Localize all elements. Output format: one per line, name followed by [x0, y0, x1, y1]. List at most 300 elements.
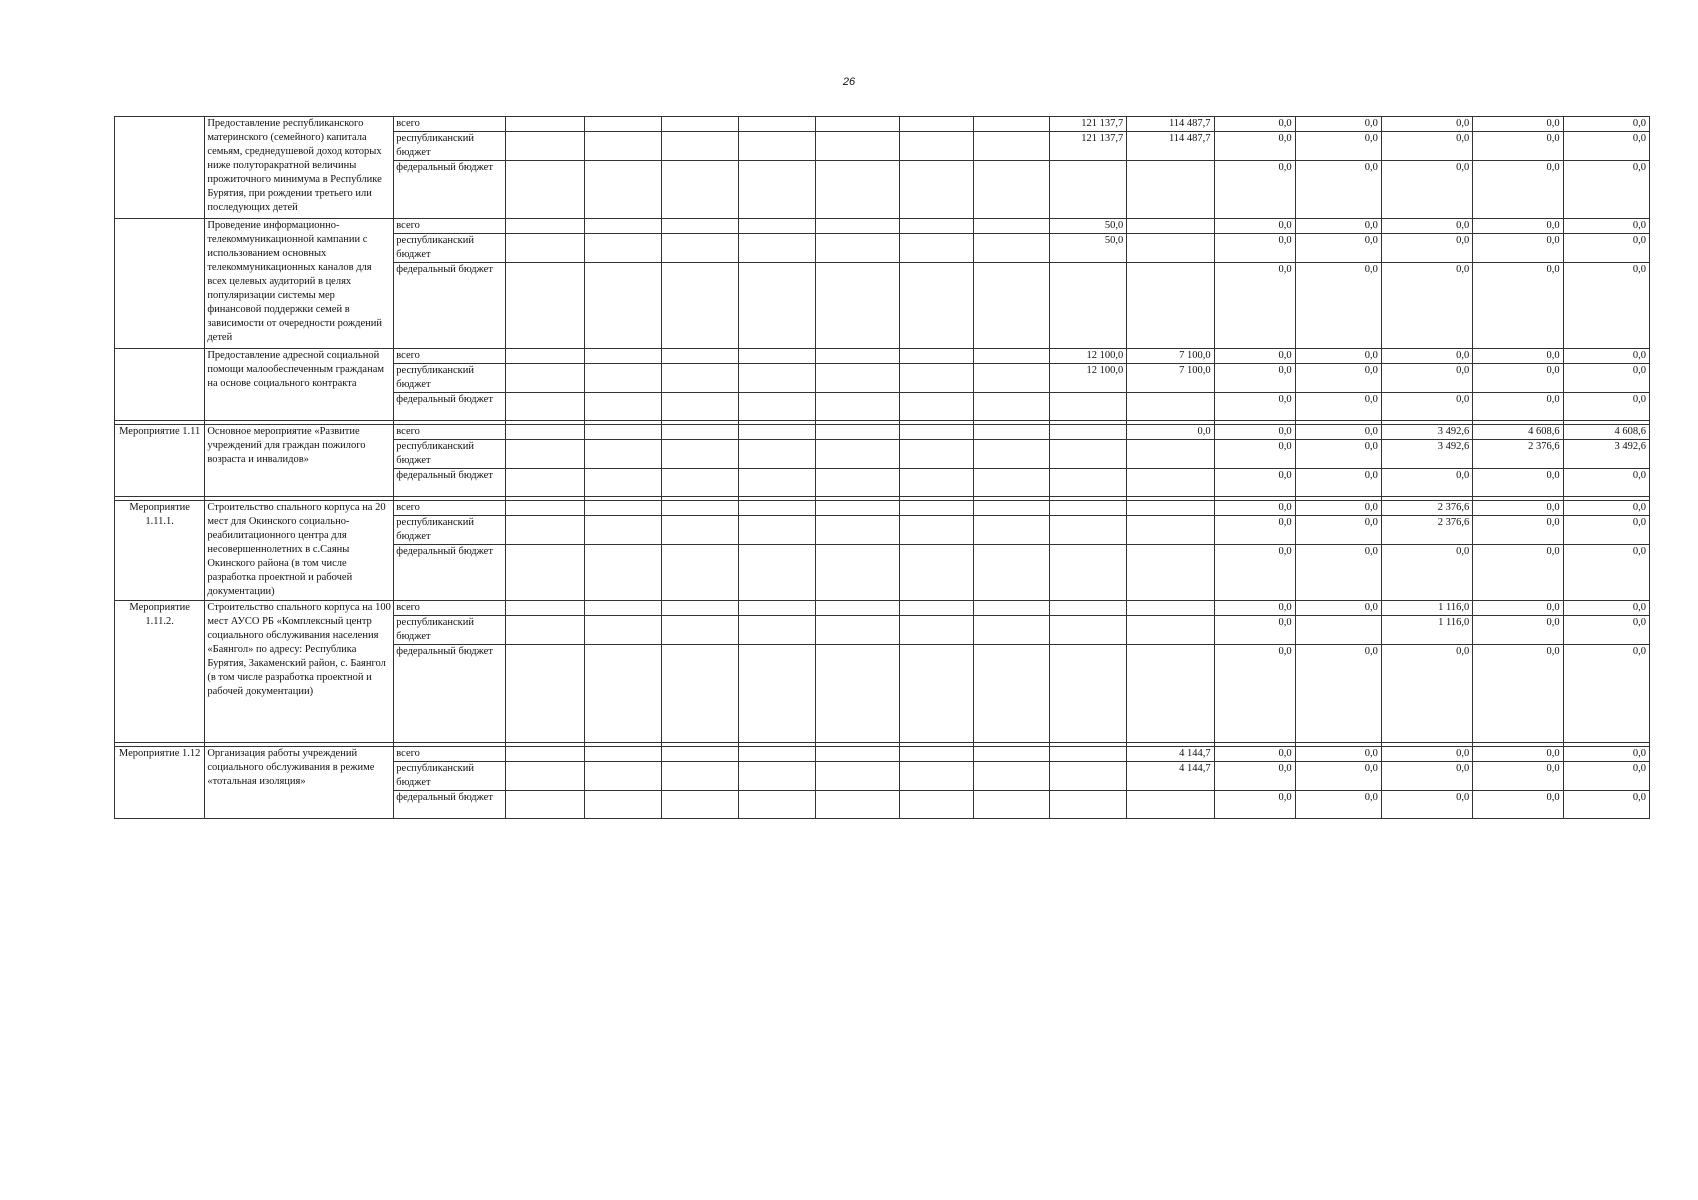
table-row	[115, 219, 1650, 234]
value-cell	[506, 601, 585, 616]
table-row	[115, 747, 1650, 762]
funding-source: республиканский бюджет	[394, 616, 506, 645]
value-cell	[506, 234, 585, 263]
value-cell: 114 487,7	[1127, 117, 1214, 132]
value-cell	[816, 263, 900, 349]
value-cell: 0,0	[1381, 469, 1472, 497]
value-cell: 0,0	[1473, 219, 1563, 234]
value-cell: 0,0	[1473, 791, 1563, 819]
funding-source: федеральный бюджет	[394, 469, 506, 497]
value-cell	[662, 469, 739, 497]
value-cell: 0,0	[1563, 349, 1649, 364]
value-cell: 0,0	[1214, 762, 1295, 791]
value-cell	[974, 645, 1050, 743]
funding-source: всего	[394, 501, 506, 516]
funding-source: республиканский бюджет	[394, 440, 506, 469]
value-cell	[900, 425, 974, 440]
value-cell: 0,0	[1563, 263, 1649, 349]
value-cell	[900, 132, 974, 161]
value-cell	[816, 234, 900, 263]
value-cell: 2 376,6	[1381, 501, 1472, 516]
value-cell	[1127, 516, 1214, 545]
value-cell	[739, 440, 816, 469]
value-cell: 0,0	[1295, 234, 1381, 263]
value-cell	[585, 161, 662, 219]
value-cell	[1050, 762, 1127, 791]
value-cell	[739, 469, 816, 497]
value-cell	[739, 393, 816, 421]
value-cell	[974, 516, 1050, 545]
value-cell	[1050, 791, 1127, 819]
value-cell	[506, 132, 585, 161]
value-cell	[739, 616, 816, 645]
value-cell: 0,0	[1295, 219, 1381, 234]
value-cell	[662, 747, 739, 762]
value-cell	[816, 219, 900, 234]
value-cell	[585, 645, 662, 743]
funding-source: всего	[394, 601, 506, 616]
value-cell	[506, 117, 585, 132]
value-cell	[506, 545, 585, 601]
value-cell	[816, 501, 900, 516]
value-cell	[739, 425, 816, 440]
value-cell: 0,0	[1563, 516, 1649, 545]
table-body	[115, 117, 1650, 819]
funding-source: федеральный бюджет	[394, 393, 506, 421]
value-cell	[662, 393, 739, 421]
value-cell: 0,0	[1381, 234, 1472, 263]
value-cell: 7 100,0	[1127, 364, 1214, 393]
value-cell	[974, 161, 1050, 219]
value-cell	[1050, 501, 1127, 516]
value-cell	[1050, 516, 1127, 545]
measure-code: Мероприятие 1.11.2.	[115, 601, 205, 743]
value-cell	[900, 747, 974, 762]
value-cell	[585, 132, 662, 161]
value-cell: 0,0	[1563, 469, 1649, 497]
value-cell	[1050, 645, 1127, 743]
value-cell	[816, 132, 900, 161]
value-cell	[739, 364, 816, 393]
value-cell: 0,0	[1381, 393, 1472, 421]
value-cell	[662, 219, 739, 234]
value-cell: 0,0	[1214, 469, 1295, 497]
value-cell	[585, 545, 662, 601]
value-cell: 0,0	[1214, 393, 1295, 421]
value-cell: 0,0	[1473, 393, 1563, 421]
value-cell	[900, 234, 974, 263]
value-cell: 0,0	[1295, 516, 1381, 545]
value-cell: 0,0	[1295, 393, 1381, 421]
value-cell	[974, 440, 1050, 469]
value-cell	[585, 616, 662, 645]
value-cell	[974, 364, 1050, 393]
value-cell	[739, 263, 816, 349]
value-cell: 0,0	[1214, 791, 1295, 819]
value-cell: 0,0	[1563, 747, 1649, 762]
value-cell: 0,0	[1214, 364, 1295, 393]
value-cell	[506, 516, 585, 545]
value-cell	[974, 349, 1050, 364]
budget-table	[114, 116, 1650, 819]
value-cell	[662, 791, 739, 819]
value-cell	[585, 234, 662, 263]
value-cell: 0,0	[1563, 616, 1649, 645]
value-cell	[900, 516, 974, 545]
value-cell	[1050, 393, 1127, 421]
value-cell: 0,0	[1563, 161, 1649, 219]
value-cell	[1295, 616, 1381, 645]
value-cell	[816, 425, 900, 440]
value-cell: 0,0	[1381, 161, 1472, 219]
value-cell	[739, 645, 816, 743]
value-cell: 0,0	[1295, 762, 1381, 791]
value-cell	[506, 501, 585, 516]
value-cell: 0,0	[1295, 791, 1381, 819]
measure-name: Основное мероприятие «Развитие учреждений для граждан пожилого возраста и инвалидов»	[205, 425, 394, 497]
value-cell: 0,0	[1127, 425, 1214, 440]
value-cell: 0,0	[1563, 132, 1649, 161]
value-cell	[585, 469, 662, 497]
value-cell	[1127, 645, 1214, 743]
value-cell	[662, 132, 739, 161]
value-cell: 0,0	[1381, 349, 1472, 364]
value-cell	[974, 616, 1050, 645]
value-cell	[662, 161, 739, 219]
value-cell: 0,0	[1381, 645, 1472, 743]
value-cell	[974, 425, 1050, 440]
value-cell	[900, 117, 974, 132]
value-cell: 0,0	[1295, 349, 1381, 364]
funding-source: всего	[394, 219, 506, 234]
measure-code	[115, 349, 205, 421]
value-cell	[739, 501, 816, 516]
value-cell	[1127, 601, 1214, 616]
value-cell: 0,0	[1473, 364, 1563, 393]
value-cell	[739, 219, 816, 234]
value-cell: 0,0	[1473, 117, 1563, 132]
value-cell	[816, 349, 900, 364]
value-cell: 2 376,6	[1381, 516, 1472, 545]
value-cell	[900, 219, 974, 234]
value-cell: 0,0	[1473, 601, 1563, 616]
table-row	[115, 117, 1650, 132]
value-cell	[900, 762, 974, 791]
value-cell: 0,0	[1563, 219, 1649, 234]
value-cell	[585, 791, 662, 819]
value-cell: 2 376,6	[1473, 440, 1563, 469]
value-cell	[585, 601, 662, 616]
value-cell: 0,0	[1563, 234, 1649, 263]
value-cell	[662, 545, 739, 601]
table-row	[115, 501, 1650, 516]
value-cell	[900, 469, 974, 497]
value-cell	[585, 516, 662, 545]
value-cell	[662, 349, 739, 364]
value-cell: 0,0	[1381, 263, 1472, 349]
page-number: 26	[842, 76, 856, 88]
value-cell	[739, 601, 816, 616]
value-cell: 0,0	[1563, 645, 1649, 743]
value-cell: 0,0	[1381, 762, 1472, 791]
value-cell	[900, 645, 974, 743]
value-cell: 0,0	[1381, 791, 1472, 819]
value-cell	[1127, 440, 1214, 469]
value-cell: 3 492,6	[1381, 440, 1472, 469]
value-cell: 1 116,0	[1381, 616, 1472, 645]
value-cell: 50,0	[1050, 219, 1127, 234]
value-cell	[1050, 469, 1127, 497]
value-cell	[585, 117, 662, 132]
measure-name: Предоставление адресной социальной помощи малообеспеченным гражданам на основе социального контракта	[205, 349, 394, 421]
value-cell: 0,0	[1295, 501, 1381, 516]
value-cell	[1127, 616, 1214, 645]
value-cell	[585, 440, 662, 469]
value-cell: 0,0	[1295, 263, 1381, 349]
value-cell	[506, 393, 585, 421]
value-cell: 0,0	[1295, 132, 1381, 161]
value-cell	[974, 234, 1050, 263]
measure-code	[115, 117, 205, 219]
value-cell: 0,0	[1381, 747, 1472, 762]
value-cell: 0,0	[1473, 616, 1563, 645]
table-row	[115, 349, 1650, 364]
value-cell	[662, 601, 739, 616]
funding-source: федеральный бюджет	[394, 161, 506, 219]
value-cell	[506, 364, 585, 393]
funding-source: федеральный бюджет	[394, 791, 506, 819]
value-cell: 1 116,0	[1381, 601, 1472, 616]
value-cell: 4 608,6	[1473, 425, 1563, 440]
value-cell	[1050, 440, 1127, 469]
value-cell	[506, 616, 585, 645]
measure-name: Строительство спального корпуса на 20 мест для Окинского социально-реабилитационного центра для несовершеннолетних в с.Саяны Окинского района (в том числе разработка проектной и рабочей документации)	[205, 501, 394, 601]
measure-name: Строительство спального корпуса на 100 мест АУСО РБ «Комплексный центр социального обслуживания населения «Баянгол» по адресу: Республика Бурятия, Закаменский район, с. Баянгол (в том числе разработка проектной и рабочей документации)	[205, 601, 394, 743]
value-cell	[662, 263, 739, 349]
value-cell	[585, 263, 662, 349]
value-cell: 0,0	[1563, 393, 1649, 421]
value-cell	[506, 440, 585, 469]
value-cell	[816, 117, 900, 132]
value-cell	[816, 469, 900, 497]
value-cell: 0,0	[1214, 117, 1295, 132]
value-cell: 0,0	[1214, 349, 1295, 364]
value-cell	[816, 791, 900, 819]
value-cell: 0,0	[1381, 364, 1472, 393]
value-cell	[974, 469, 1050, 497]
value-cell	[974, 762, 1050, 791]
value-cell: 0,0	[1295, 601, 1381, 616]
value-cell	[974, 791, 1050, 819]
value-cell: 0,0	[1214, 263, 1295, 349]
value-cell	[816, 516, 900, 545]
value-cell	[1050, 161, 1127, 219]
value-cell: 0,0	[1295, 440, 1381, 469]
value-cell: 0,0	[1563, 601, 1649, 616]
value-cell: 0,0	[1381, 545, 1472, 601]
value-cell	[506, 349, 585, 364]
value-cell: 0,0	[1563, 762, 1649, 791]
value-cell: 0,0	[1473, 516, 1563, 545]
funding-source: федеральный бюджет	[394, 645, 506, 743]
value-cell: 0,0	[1563, 545, 1649, 601]
value-cell	[506, 469, 585, 497]
value-cell	[974, 393, 1050, 421]
value-cell	[662, 762, 739, 791]
funding-source: республиканский бюджет	[394, 516, 506, 545]
funding-source: всего	[394, 425, 506, 440]
value-cell: 0,0	[1473, 545, 1563, 601]
value-cell: 0,0	[1473, 234, 1563, 263]
value-cell	[1127, 501, 1214, 516]
value-cell	[1050, 601, 1127, 616]
value-cell	[506, 219, 585, 234]
value-cell: 0,0	[1295, 117, 1381, 132]
value-cell	[816, 161, 900, 219]
value-cell	[662, 645, 739, 743]
value-cell	[739, 545, 816, 601]
value-cell	[816, 601, 900, 616]
value-cell	[506, 425, 585, 440]
value-cell: 0,0	[1214, 601, 1295, 616]
value-cell	[1127, 234, 1214, 263]
value-cell	[739, 791, 816, 819]
value-cell: 0,0	[1214, 501, 1295, 516]
value-cell	[974, 263, 1050, 349]
value-cell: 0,0	[1473, 501, 1563, 516]
value-cell: 50,0	[1050, 234, 1127, 263]
value-cell	[1127, 219, 1214, 234]
funding-source: федеральный бюджет	[394, 263, 506, 349]
value-cell	[506, 645, 585, 743]
value-cell: 0,0	[1214, 219, 1295, 234]
value-cell: 7 100,0	[1127, 349, 1214, 364]
value-cell: 114 487,7	[1127, 132, 1214, 161]
value-cell	[739, 762, 816, 791]
value-cell	[739, 234, 816, 263]
value-cell: 0,0	[1473, 762, 1563, 791]
value-cell: 0,0	[1295, 161, 1381, 219]
value-cell	[974, 601, 1050, 616]
value-cell	[506, 161, 585, 219]
value-cell: 0,0	[1214, 747, 1295, 762]
value-cell	[739, 117, 816, 132]
value-cell	[816, 364, 900, 393]
measure-code: Мероприятие 1.11.1.	[115, 501, 205, 601]
value-cell	[1127, 263, 1214, 349]
value-cell: 0,0	[1214, 132, 1295, 161]
value-cell: 121 137,7	[1050, 132, 1127, 161]
value-cell: 4 144,7	[1127, 762, 1214, 791]
funding-source: республиканский бюджет	[394, 364, 506, 393]
value-cell: 0,0	[1381, 132, 1472, 161]
value-cell	[585, 425, 662, 440]
value-cell	[585, 762, 662, 791]
value-cell	[816, 747, 900, 762]
measure-name: Предоставление республиканского материнского (семейного) капитала семьям, среднедушевой доход которых ниже полуторакратной величины прожиточного минимума в Республике Бурятия, при рождении третьего или последующих детей	[205, 117, 394, 219]
value-cell: 0,0	[1563, 791, 1649, 819]
value-cell	[1050, 747, 1127, 762]
table-row	[115, 601, 1650, 616]
value-cell: 0,0	[1473, 747, 1563, 762]
value-cell: 0,0	[1295, 425, 1381, 440]
value-cell: 0,0	[1295, 545, 1381, 601]
value-cell	[974, 501, 1050, 516]
value-cell	[739, 161, 816, 219]
value-cell	[900, 393, 974, 421]
value-cell	[900, 440, 974, 469]
value-cell: 0,0	[1295, 747, 1381, 762]
value-cell: 0,0	[1563, 501, 1649, 516]
value-cell: 0,0	[1214, 545, 1295, 601]
value-cell: 0,0	[1473, 263, 1563, 349]
value-cell	[816, 762, 900, 791]
value-cell	[662, 616, 739, 645]
value-cell	[816, 393, 900, 421]
value-cell: 0,0	[1214, 161, 1295, 219]
value-cell: 3 492,6	[1381, 425, 1472, 440]
value-cell	[900, 263, 974, 349]
value-cell	[585, 364, 662, 393]
value-cell	[816, 645, 900, 743]
value-cell	[1127, 791, 1214, 819]
value-cell	[1050, 263, 1127, 349]
measure-code	[115, 219, 205, 349]
value-cell	[1127, 545, 1214, 601]
value-cell: 0,0	[1295, 469, 1381, 497]
value-cell: 0,0	[1473, 349, 1563, 364]
value-cell: 12 100,0	[1050, 364, 1127, 393]
value-cell: 0,0	[1214, 645, 1295, 743]
value-cell	[974, 219, 1050, 234]
value-cell	[1050, 425, 1127, 440]
value-cell	[900, 364, 974, 393]
value-cell	[739, 132, 816, 161]
value-cell	[662, 501, 739, 516]
value-cell	[662, 516, 739, 545]
value-cell	[900, 161, 974, 219]
value-cell	[506, 762, 585, 791]
value-cell: 0,0	[1473, 469, 1563, 497]
funding-source: республиканский бюджет	[394, 762, 506, 791]
funding-source: всего	[394, 117, 506, 132]
value-cell	[900, 601, 974, 616]
value-cell: 0,0	[1473, 161, 1563, 219]
value-cell: 0,0	[1214, 234, 1295, 263]
value-cell	[585, 349, 662, 364]
value-cell: 0,0	[1381, 117, 1472, 132]
value-cell	[900, 791, 974, 819]
value-cell	[739, 349, 816, 364]
measure-code: Мероприятие 1.11	[115, 425, 205, 497]
value-cell	[1050, 545, 1127, 601]
value-cell: 0,0	[1295, 645, 1381, 743]
value-cell: 4 608,6	[1563, 425, 1649, 440]
value-cell	[585, 747, 662, 762]
funding-source: республиканский бюджет	[394, 234, 506, 263]
value-cell	[662, 234, 739, 263]
value-cell	[974, 117, 1050, 132]
value-cell	[816, 440, 900, 469]
value-cell	[585, 501, 662, 516]
value-cell	[900, 616, 974, 645]
value-cell: 12 100,0	[1050, 349, 1127, 364]
value-cell: 121 137,7	[1050, 117, 1127, 132]
value-cell	[506, 747, 585, 762]
value-cell	[662, 425, 739, 440]
value-cell	[900, 545, 974, 601]
value-cell: 0,0	[1295, 364, 1381, 393]
